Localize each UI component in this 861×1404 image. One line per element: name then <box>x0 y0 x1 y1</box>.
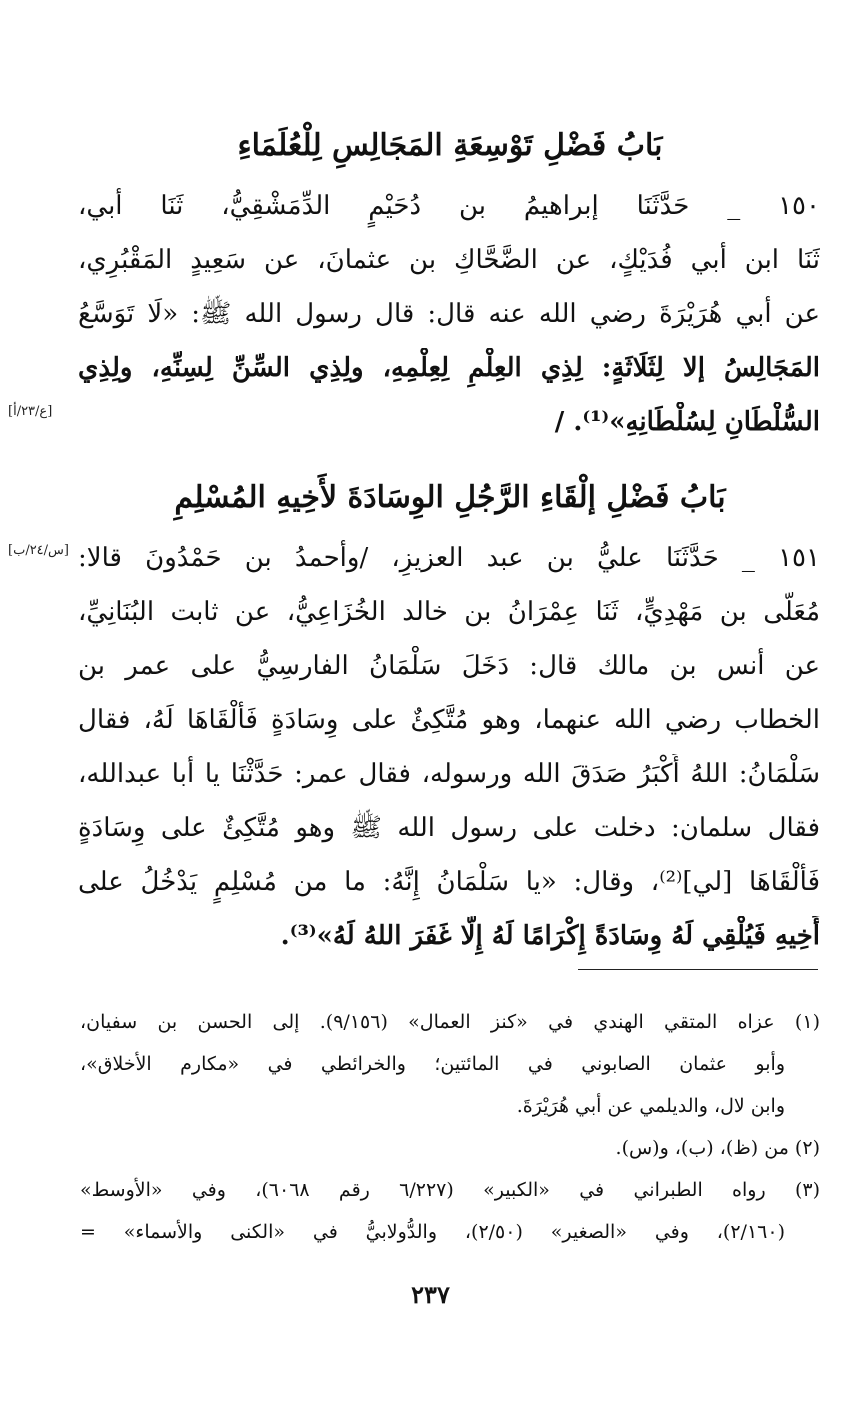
hadith-line: المَجَالِسُ إلا لِثَلَاثَةٍ: لِذِي العِلْمِ لِعِلْمِهِ، ولِذِي السِّنِّ لِسِنِّهِ، ولِذِي <box>78 353 820 383</box>
hadith-line: فَأَلْقَاهَا [لي]⁽²⁾، وقال: «يا سَلْمَانُ إِنَّهُ: ما من مُسْلِمٍ يَدْخُلُ على <box>78 867 820 897</box>
footnote-line: (١) عزاه المتقي الهندي في «كنز العمال» (٩/١٥٦). إلى الحسن بن سفيان، <box>80 1011 820 1033</box>
footnote-line: وابن لال، والديلمي عن أبي هُرَيْرَةَ. <box>516 1095 785 1117</box>
footnote-line: (٢/١٦٠)، وفي «الصغير» (٢/٥٠)، والدُّولابيُّ في «الكنى والأسماء» = <box>80 1221 785 1243</box>
hadith-line: ١٥٠ _ حَدَّثَنَا إبراهيمُ بن دُحَيْمٍ الدِّمَشْقِيُّ، ثَنَا أبي، <box>78 191 820 221</box>
manuscript-margin-note: [ع/٢٣/أ] <box>8 404 53 419</box>
hadith-line: عن أبي هُرَيْرَةَ رضي الله عنه قال: قال رسول الله ﷺ: «لَا تَوَسَّعُ <box>78 299 820 329</box>
hadith-line: ثَنَا ابن أبي فُدَيْكٍ، عن الضَّحَّاكِ بن عثمانَ، عن سَعِيدٍ المَقْبُرِي، <box>78 245 820 275</box>
chapter-heading: بَابُ فَضْلِ تَوْسِعَةِ المَجَالِسِ لِلْعُلَمَاءِ <box>237 128 663 163</box>
hadith-line: مُعَلَّى بن مَهْدِيٍّ، ثَنَا عِمْرَانُ بن خالد الخُزَاعِيُّ، عن ثابت البُنَانِيِّ، <box>78 597 820 627</box>
hadith-line: فقال سلمان: دخلت على رسول الله ﷺ وهو مُتَّكِئٌ على وِسَادَةٍ <box>78 813 820 843</box>
footnote-line: وأبو عثمان الصابوني في المائتين؛ والخرائطي في «مكارم الأخلاق»، <box>80 1053 785 1075</box>
hadith-line: ١٥١ _ حَدَّثَنَا عليُّ بن عبد العزيزِ، /وأحمدُ بن حَمْدُونَ قالا: <box>78 543 820 573</box>
chapter-heading: بَابُ فَضْلِ إلْقَاءِ الرَّجُلِ الوِسَادَةَ لأَخِيهِ المُسْلِمِ <box>174 480 726 515</box>
hadith-line: سَلْمَانُ: اللهُ أَكْبَرُ صَدَقَ الله ورسوله، فقال عمر: حَدَّثْنَا يا أبا عبدالله، <box>78 759 820 789</box>
hadith-line: عن أنس بن مالك قال: دَخَلَ سَلْمَانُ الفارسِيُّ على عمر بن <box>78 651 820 681</box>
manuscript-margin-note: [س/٢٤/ب] <box>8 543 69 558</box>
hadith-line: الخطاب رضي الله عنهما، وهو مُتَّكِئٌ على وِسَادَةٍ فَأَلْقَاهَا لَهُ، فقال <box>78 705 820 735</box>
footnote-line: (٢) من (ظ)، (ب)، و(س). <box>615 1137 820 1159</box>
hadith-line: السُّلْطَانِ لِسُلْطَانِهِ»⁽¹⁾. / <box>554 407 820 437</box>
page-number: ٢٣٧ <box>411 1280 450 1309</box>
footnote-separator <box>578 969 818 970</box>
footnote-line: (٣) رواه الطبراني في «الكبير» (٦/٢٢٧ رقم ٦٠٦٨)، وفي «الأوسط» <box>80 1179 820 1201</box>
hadith-line: أَخِيهِ فَيُلْقِي لَهُ وِسَادَةً إِكْرَامًا لَهُ إِلَّا غَفَرَ اللهُ لَهُ»⁽³⁾. <box>280 921 820 951</box>
